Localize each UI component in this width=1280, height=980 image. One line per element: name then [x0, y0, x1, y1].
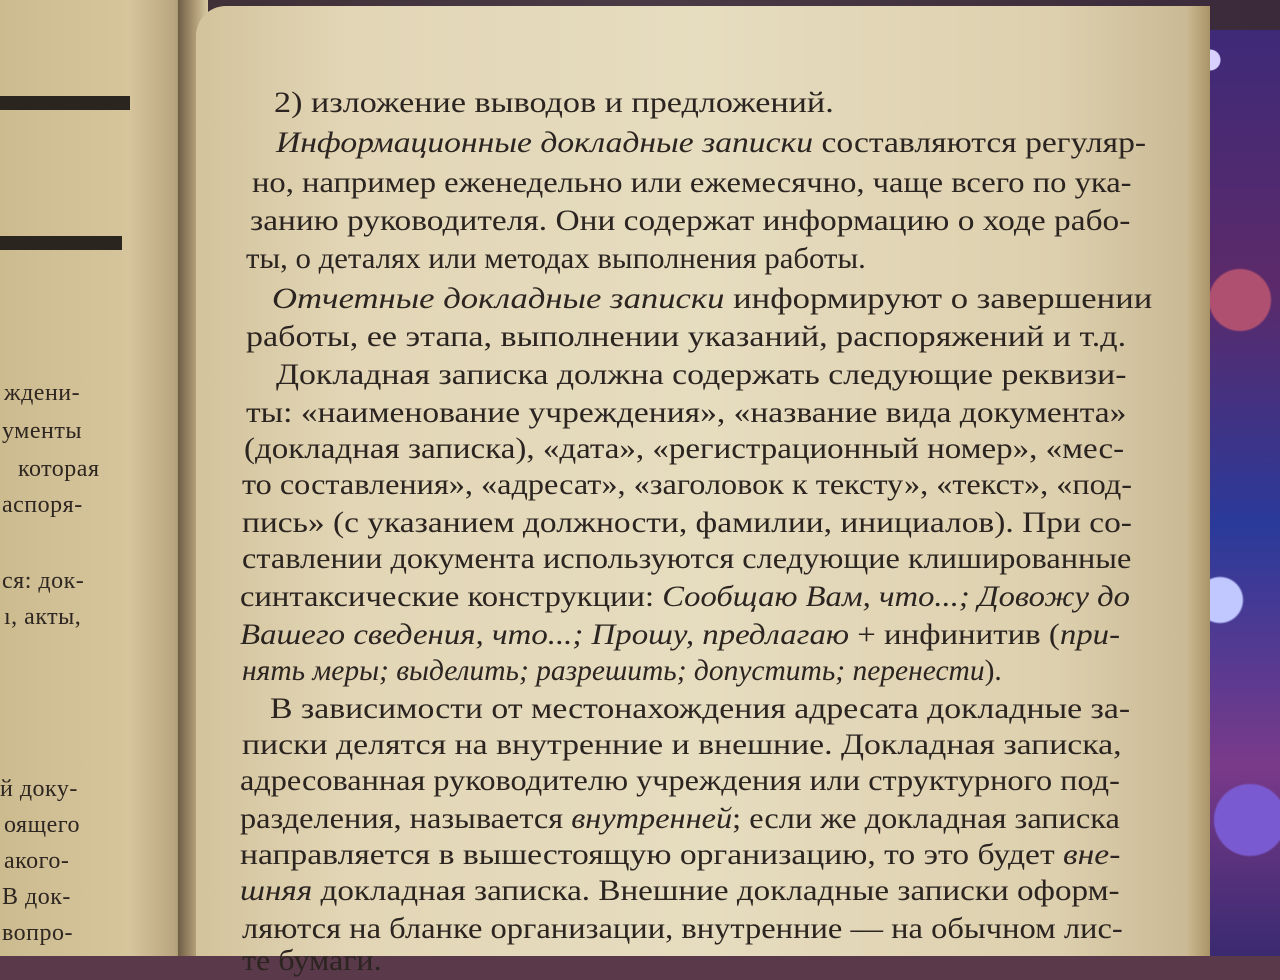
text-span: разделения, называется [240, 802, 572, 835]
section-rule [0, 236, 122, 250]
italic-text-span: нять меры; выделить; разрешить; допустить; перенести [242, 654, 985, 687]
text-span: направляется в вышестоящую организацию, то это будет [240, 838, 1064, 871]
text-span: ты, о деталях или методах выполнения работы. [246, 242, 866, 275]
body-text-line [240, 800, 1120, 838]
page-edge [1188, 6, 1210, 956]
body-text-line [252, 164, 1132, 202]
text-span: составляются регуляр- [813, 126, 1147, 159]
left-page-line: ся: док- [2, 568, 85, 594]
text-span: (докладная записка), «дата», «регистрационный номер», «мес- [244, 432, 1125, 465]
text-span: пись» (с указанием должности, фамилии, инициалов). При со- [242, 506, 1132, 539]
left-page-line: которая [18, 456, 100, 482]
right-page [196, 6, 1210, 977]
body-text-line [246, 394, 1126, 432]
italic-text-span: шняя [240, 874, 313, 907]
text-span: занию руководителя. Они содержат информацию о ходе рабо- [250, 204, 1131, 237]
text-span: ляются на бланке организации, внутренние — на обычном лис- [242, 912, 1123, 945]
text-span: В зависимости от местонахождения адресата докладные за- [270, 692, 1131, 725]
body-text-line [276, 356, 1126, 394]
left-page-line: й доку- [0, 776, 78, 802]
body-text-line [242, 540, 1131, 578]
italic-text-span: Отчетные докладные записки [272, 282, 725, 315]
body-text-line [244, 430, 1124, 468]
body-text-line [240, 578, 1130, 616]
body-text-line [276, 124, 1146, 162]
body-text-line [242, 726, 1122, 764]
left-page-line: оящего [4, 812, 80, 838]
body-text-line [272, 280, 1152, 318]
italic-text-span: вне- [1063, 838, 1121, 871]
body-text-line [270, 690, 1130, 728]
body-text-line [242, 504, 1132, 542]
left-page-line: В док- [2, 884, 71, 910]
text-span: писки делятся на внутренние и внешние. Докладная записка, [242, 728, 1122, 761]
text-span: ). [984, 654, 1002, 687]
italic-text-span: Информационные докладные записки [276, 126, 814, 159]
text-span: + инфинитив ( [849, 618, 1060, 651]
body-text-line [274, 84, 834, 122]
left-page-line: аспоря- [2, 492, 83, 518]
text-span: синтаксические конструкции: [240, 580, 663, 613]
text-span: Докладная записка должна содержать следующие реквизи- [276, 358, 1127, 391]
body-text-line [242, 652, 1002, 690]
body-text-line [240, 762, 1120, 800]
text-span: те бумаги. [242, 944, 382, 977]
body-text-line [242, 466, 1132, 504]
body-text-line [246, 240, 866, 278]
left-page-line: ументы [2, 418, 82, 444]
italic-text-span: при- [1059, 618, 1121, 651]
text-span: информируют о завершении [724, 282, 1153, 315]
body-text-line [240, 836, 1120, 874]
text-span: но, например еженедельно или ежемесячно, чаще всего по ука- [252, 166, 1132, 199]
body-text-line [240, 616, 1120, 654]
left-page-line: вопро- [2, 920, 74, 946]
section-rule [0, 96, 130, 110]
italic-text-span: Сообщаю Вам, что...; Довожу до [662, 580, 1130, 613]
text-span: ты: «наименование учреждения», «название вида документа» [246, 396, 1127, 429]
text-span: ставлении документа используются следующие клишированные [242, 542, 1132, 575]
left-page-line: ждени- [4, 380, 81, 406]
left-page-line: акого- [4, 848, 70, 874]
body-text-line [246, 318, 1126, 356]
text-span: ; если же докладная записка [732, 802, 1120, 835]
text-span: адресованная руководителю учреждения или структурного под- [240, 764, 1120, 797]
body-text-line [240, 872, 1120, 910]
italic-text-span: Вашего сведения, что...; Прошу, предлагаю [240, 618, 850, 651]
body-text-line [250, 202, 1130, 240]
italic-text-span: внутренней [571, 802, 733, 835]
text-span: работы, ее этапа, выполнении указаний, распоряжений и т.д. [246, 320, 1127, 353]
body-text-line [242, 942, 382, 980]
text-span: докладная записка. Внешние докладные записки оформ- [312, 874, 1120, 907]
left-page [0, 0, 186, 956]
left-page-line: ı, акты, [4, 604, 82, 630]
text-span: то составления», «адресат», «заголовок к тексту», «текст», «под- [242, 468, 1132, 501]
text-span: 2) изложение выводов и предложений. [274, 86, 834, 119]
